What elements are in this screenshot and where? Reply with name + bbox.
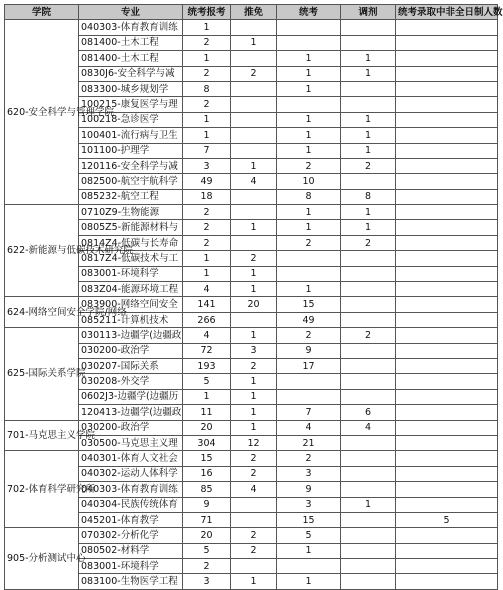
major-cell: 030208-外交学	[79, 374, 183, 389]
recommended-cell: 1	[231, 220, 277, 235]
major-cell: 081400-土木工程	[79, 35, 183, 50]
table-row	[5, 512, 498, 527]
college-cell: 624-网络空间安全学院/网络	[5, 297, 79, 328]
exam-admitted-cell: 2	[277, 235, 341, 250]
parttime-cell	[396, 574, 498, 589]
header-exam-applicants: 统考报考	[183, 5, 231, 20]
college-cell: 625-国际关系学院	[5, 328, 79, 420]
adjusted-cell	[341, 251, 396, 266]
parttime-cell	[396, 205, 498, 220]
table-row	[5, 143, 498, 158]
exam-admitted-cell: 1	[277, 143, 341, 158]
table-row	[5, 158, 498, 173]
table-row	[5, 328, 498, 343]
recommended-cell: 2	[231, 451, 277, 466]
header-row	[5, 5, 498, 20]
major-cell: 083100-生物医学工程	[79, 574, 183, 589]
header-recommended: 推免	[231, 5, 277, 20]
recommended-cell: 1	[231, 282, 277, 297]
recommended-cell: 1	[231, 266, 277, 281]
parttime-cell	[396, 158, 498, 173]
recommended-cell: 4	[231, 174, 277, 189]
recommended-cell: 1	[231, 35, 277, 50]
table-row	[5, 420, 498, 435]
recommended-cell: 2	[231, 466, 277, 481]
exam-applicants-cell: 2	[183, 97, 231, 112]
exam-applicants-cell: 3	[183, 574, 231, 589]
exam-admitted-cell: 1	[277, 51, 341, 66]
major-cell: 0817Z4-低碳技术与工	[79, 251, 183, 266]
table-row	[5, 574, 498, 589]
major-cell: 082500-航空宇航科学	[79, 174, 183, 189]
exam-applicants-cell: 4	[183, 328, 231, 343]
adjusted-cell	[341, 343, 396, 358]
exam-admitted-cell: 17	[277, 358, 341, 373]
major-cell: 100215-康复医学与理	[79, 97, 183, 112]
parttime-cell	[396, 482, 498, 497]
parttime-cell	[396, 358, 498, 373]
exam-applicants-cell: 1	[183, 128, 231, 143]
exam-admitted-cell: 15	[277, 297, 341, 312]
parttime-cell	[396, 220, 498, 235]
recommended-cell: 4	[231, 482, 277, 497]
adjusted-cell	[341, 266, 396, 281]
college-cell: 620-安全科学与管理学院	[5, 20, 79, 205]
major-cell: 030207-国际关系	[79, 358, 183, 373]
header-parttime: 统考录取中非全日制人数	[396, 5, 498, 20]
parttime-cell	[396, 174, 498, 189]
parttime-cell	[396, 251, 498, 266]
parttime-cell	[396, 97, 498, 112]
major-cell: 080502-材料学	[79, 543, 183, 558]
table-row	[5, 343, 498, 358]
major-cell: 101100-护理学	[79, 143, 183, 158]
exam-admitted-cell: 7	[277, 405, 341, 420]
recommended-cell	[231, 512, 277, 527]
exam-admitted-cell	[277, 389, 341, 404]
major-cell: 100218-急诊医学	[79, 112, 183, 127]
major-cell: 040302-运动人体科学	[79, 466, 183, 481]
adjusted-cell: 1	[341, 128, 396, 143]
exam-admitted-cell: 15	[277, 512, 341, 527]
exam-applicants-cell: 72	[183, 343, 231, 358]
parttime-cell	[396, 66, 498, 81]
exam-applicants-cell: 20	[183, 420, 231, 435]
table-row	[5, 51, 498, 66]
adjusted-cell: 4	[341, 420, 396, 435]
exam-applicants-cell: 1	[183, 266, 231, 281]
parttime-cell	[396, 51, 498, 66]
parttime-cell	[396, 328, 498, 343]
parttime-cell	[396, 189, 498, 204]
adjusted-cell	[341, 512, 396, 527]
exam-admitted-cell	[277, 20, 341, 35]
adjusted-cell: 1	[341, 220, 396, 235]
adjusted-cell	[341, 282, 396, 297]
recommended-cell: 1	[231, 405, 277, 420]
table-row	[5, 20, 498, 35]
parttime-cell	[396, 497, 498, 512]
major-cell: 083Z04-能源环境工程	[79, 282, 183, 297]
adjusted-cell: 1	[341, 66, 396, 81]
parttime-cell	[396, 528, 498, 543]
exam-applicants-cell: 193	[183, 358, 231, 373]
adjusted-cell: 8	[341, 189, 396, 204]
parttime-cell	[396, 343, 498, 358]
exam-admitted-cell: 1	[277, 66, 341, 81]
major-cell: 083001-环境科学	[79, 266, 183, 281]
adjusted-cell: 2	[341, 158, 396, 173]
header-exam-admitted: 统考	[277, 5, 341, 20]
exam-admitted-cell: 49	[277, 312, 341, 327]
adjusted-cell	[341, 358, 396, 373]
adjusted-cell	[341, 35, 396, 50]
table-row	[5, 205, 498, 220]
exam-applicants-cell: 1	[183, 51, 231, 66]
exam-applicants-cell: 1	[183, 251, 231, 266]
recommended-cell	[231, 128, 277, 143]
table-row	[5, 389, 498, 404]
exam-applicants-cell: 5	[183, 374, 231, 389]
exam-applicants-cell: 9	[183, 497, 231, 512]
table-row	[5, 128, 498, 143]
adjusted-cell	[341, 81, 396, 96]
exam-admitted-cell: 3	[277, 466, 341, 481]
table-row	[5, 220, 498, 235]
exam-admitted-cell: 10	[277, 174, 341, 189]
parttime-cell	[396, 374, 498, 389]
recommended-cell: 3	[231, 343, 277, 358]
parttime-cell	[396, 112, 498, 127]
adjusted-cell	[341, 528, 396, 543]
major-cell: 040301-体育人文社会	[79, 451, 183, 466]
exam-admitted-cell: 1	[277, 282, 341, 297]
parttime-cell	[396, 297, 498, 312]
table-row	[5, 66, 498, 81]
exam-admitted-cell	[277, 251, 341, 266]
recommended-cell	[231, 81, 277, 96]
parttime-cell	[396, 143, 498, 158]
admission-table	[4, 4, 503, 590]
exam-applicants-cell: 20	[183, 528, 231, 543]
recommended-cell	[231, 51, 277, 66]
recommended-cell: 12	[231, 435, 277, 450]
recommended-cell: 2	[231, 528, 277, 543]
exam-applicants-cell: 2	[183, 35, 231, 50]
recommended-cell: 2	[231, 543, 277, 558]
exam-applicants-cell: 7	[183, 143, 231, 158]
major-cell: 030500-马克思主义理	[79, 435, 183, 450]
major-cell: 0710Z9-生物能源	[79, 205, 183, 220]
major-cell: 045201-体育教学	[79, 512, 183, 527]
recommended-cell: 1	[231, 374, 277, 389]
adjusted-cell	[341, 451, 396, 466]
exam-admitted-cell: 3	[277, 497, 341, 512]
recommended-cell	[231, 112, 277, 127]
exam-applicants-cell: 2	[183, 205, 231, 220]
major-cell: 070302-分析化学	[79, 528, 183, 543]
adjusted-cell: 2	[341, 235, 396, 250]
parttime-cell	[396, 389, 498, 404]
exam-applicants-cell: 2	[183, 559, 231, 574]
parttime-cell	[396, 420, 498, 435]
recommended-cell	[231, 205, 277, 220]
adjusted-cell	[341, 466, 396, 481]
recommended-cell	[231, 20, 277, 35]
adjusted-cell	[341, 297, 396, 312]
adjusted-cell	[341, 559, 396, 574]
exam-applicants-cell: 71	[183, 512, 231, 527]
exam-applicants-cell: 1	[183, 389, 231, 404]
exam-applicants-cell: 4	[183, 282, 231, 297]
major-cell: 040303-体育教育训练	[79, 482, 183, 497]
adjusted-cell	[341, 543, 396, 558]
exam-applicants-cell: 1	[183, 112, 231, 127]
exam-admitted-cell: 1	[277, 205, 341, 220]
major-cell: 083001-环境科学	[79, 559, 183, 574]
recommended-cell: 2	[231, 358, 277, 373]
exam-admitted-cell	[277, 97, 341, 112]
exam-applicants-cell: 85	[183, 482, 231, 497]
header-adjusted: 调剂	[341, 5, 396, 20]
adjusted-cell	[341, 374, 396, 389]
recommended-cell	[231, 97, 277, 112]
table-row	[5, 405, 498, 420]
exam-applicants-cell: 5	[183, 543, 231, 558]
major-cell: 081400-土木工程	[79, 51, 183, 66]
adjusted-cell	[341, 97, 396, 112]
recommended-cell: 1	[231, 328, 277, 343]
adjusted-cell: 1	[341, 51, 396, 66]
exam-admitted-cell	[277, 559, 341, 574]
recommended-cell: 1	[231, 389, 277, 404]
recommended-cell: 1	[231, 158, 277, 173]
recommended-cell: 1	[231, 574, 277, 589]
parttime-cell	[396, 312, 498, 327]
exam-applicants-cell: 2	[183, 220, 231, 235]
major-cell: 0814Z4-低碳与长寿命	[79, 235, 183, 250]
exam-applicants-cell: 266	[183, 312, 231, 327]
parttime-cell	[396, 35, 498, 50]
exam-admitted-cell: 1	[277, 128, 341, 143]
parttime-cell	[396, 466, 498, 481]
recommended-cell: 1	[231, 420, 277, 435]
major-cell: 0602J3-边疆学(边疆历	[79, 389, 183, 404]
table-row	[5, 174, 498, 189]
adjusted-cell: 1	[341, 143, 396, 158]
adjusted-cell: 1	[341, 112, 396, 127]
exam-applicants-cell: 2	[183, 66, 231, 81]
major-cell: 030200-政治学	[79, 343, 183, 358]
adjusted-cell: 2	[341, 328, 396, 343]
recommended-cell	[231, 312, 277, 327]
parttime-cell	[396, 282, 498, 297]
table-row	[5, 35, 498, 50]
table-row	[5, 282, 498, 297]
exam-admitted-cell: 1	[277, 543, 341, 558]
recommended-cell	[231, 497, 277, 512]
major-cell: 0805Z5-新能源材料与	[79, 220, 183, 235]
exam-admitted-cell	[277, 35, 341, 50]
recommended-cell	[231, 189, 277, 204]
major-cell: 120413-边疆学(边疆政	[79, 405, 183, 420]
exam-admitted-cell: 9	[277, 482, 341, 497]
major-cell: 085232-航空工程	[79, 189, 183, 204]
major-cell: 085211-计算机技术	[79, 312, 183, 327]
exam-admitted-cell	[277, 374, 341, 389]
parttime-cell: 5	[396, 512, 498, 527]
exam-admitted-cell	[277, 266, 341, 281]
recommended-cell: 2	[231, 251, 277, 266]
adjusted-cell	[341, 174, 396, 189]
table-row	[5, 266, 498, 281]
exam-admitted-cell: 8	[277, 189, 341, 204]
parttime-cell	[396, 128, 498, 143]
table-row	[5, 528, 498, 543]
major-cell: 0830J6-安全科学与减	[79, 66, 183, 81]
table-row	[5, 497, 498, 512]
adjusted-cell: 1	[341, 497, 396, 512]
adjusted-cell: 1	[341, 205, 396, 220]
college-cell: 701-马克思主义学院	[5, 420, 79, 451]
exam-admitted-cell: 5	[277, 528, 341, 543]
recommended-cell	[231, 143, 277, 158]
adjusted-cell: 6	[341, 405, 396, 420]
exam-admitted-cell: 9	[277, 343, 341, 358]
exam-admitted-cell: 2	[277, 451, 341, 466]
exam-admitted-cell: 1	[277, 112, 341, 127]
table-row	[5, 81, 498, 96]
major-cell: 030200-政治学	[79, 420, 183, 435]
exam-admitted-cell: 2	[277, 328, 341, 343]
parttime-cell	[396, 235, 498, 250]
exam-admitted-cell: 21	[277, 435, 341, 450]
recommended-cell: 2	[231, 66, 277, 81]
exam-admitted-cell: 1	[277, 574, 341, 589]
parttime-cell	[396, 81, 498, 96]
exam-applicants-cell: 18	[183, 189, 231, 204]
exam-admitted-cell: 4	[277, 420, 341, 435]
college-cell: 702-体育科学研究所	[5, 451, 79, 528]
major-cell: 040303-体育教育训练	[79, 20, 183, 35]
major-cell: 120116-安全科学与减	[79, 158, 183, 173]
parttime-cell	[396, 435, 498, 450]
major-cell: 100401-流行病与卫生	[79, 128, 183, 143]
college-cell: 622-新能源与低碳技术研究院	[5, 205, 79, 297]
parttime-cell	[396, 559, 498, 574]
table-body	[5, 20, 498, 589]
exam-applicants-cell: 141	[183, 297, 231, 312]
exam-applicants-cell: 2	[183, 235, 231, 250]
parttime-cell	[396, 451, 498, 466]
table-row	[5, 297, 498, 312]
major-cell: 083300-城乡规划学	[79, 81, 183, 96]
parttime-cell	[396, 543, 498, 558]
exam-applicants-cell: 3	[183, 158, 231, 173]
header-major: 专业	[79, 5, 183, 20]
exam-admitted-cell: 1	[277, 220, 341, 235]
adjusted-cell	[341, 20, 396, 35]
adjusted-cell	[341, 574, 396, 589]
recommended-cell	[231, 559, 277, 574]
exam-applicants-cell: 8	[183, 81, 231, 96]
major-cell: 040304-民族传统体育	[79, 497, 183, 512]
parttime-cell	[396, 405, 498, 420]
adjusted-cell	[341, 312, 396, 327]
major-cell: 030113-边疆学(边疆政	[79, 328, 183, 343]
exam-admitted-cell: 1	[277, 81, 341, 96]
college-cell: 905-分析测试中心	[5, 528, 79, 590]
table-row	[5, 466, 498, 481]
exam-admitted-cell: 2	[277, 158, 341, 173]
adjusted-cell	[341, 389, 396, 404]
major-cell: 083900-网络空间安全	[79, 297, 183, 312]
table-row	[5, 451, 498, 466]
exam-applicants-cell: 49	[183, 174, 231, 189]
header-college: 学院	[5, 5, 79, 20]
parttime-cell	[396, 266, 498, 281]
exam-applicants-cell: 11	[183, 405, 231, 420]
recommended-cell	[231, 235, 277, 250]
exam-applicants-cell: 304	[183, 435, 231, 450]
parttime-cell	[396, 20, 498, 35]
adjusted-cell	[341, 482, 396, 497]
exam-applicants-cell: 1	[183, 20, 231, 35]
exam-applicants-cell: 15	[183, 451, 231, 466]
recommended-cell: 20	[231, 297, 277, 312]
adjusted-cell	[341, 435, 396, 450]
table-row	[5, 189, 498, 204]
exam-applicants-cell: 16	[183, 466, 231, 481]
